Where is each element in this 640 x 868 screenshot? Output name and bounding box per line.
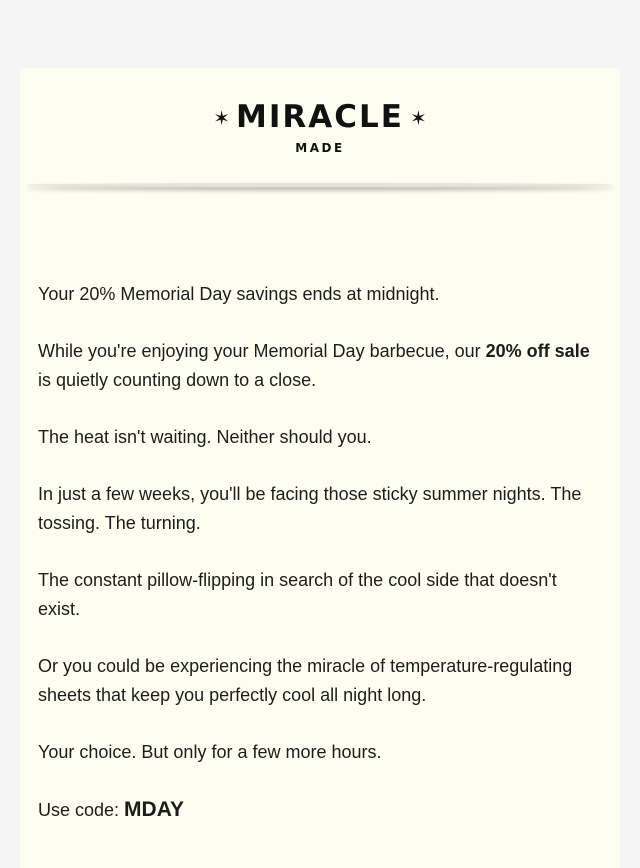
header-divider	[26, 183, 614, 187]
brand-name: MIRACLE	[236, 99, 404, 135]
paragraph-savings: Your 20% Memorial Day savings ends at midnight.	[38, 284, 440, 304]
brand-tagline: MADE	[295, 141, 345, 155]
code-label: Use code:	[38, 800, 125, 820]
sale-highlight: 20% off sale	[485, 341, 590, 361]
email-header	[20, 68, 620, 186]
paragraph-sale	[38, 337, 602, 395]
promo-code: MDAY	[124, 798, 184, 821]
sale-text-post: is quietly counting down to a close.	[38, 370, 317, 390]
email-card	[20, 68, 620, 868]
promo-code-line	[38, 795, 602, 825]
paragraph-pillow: The constant pillow-flipping in search of the cool side that doesn't exist.	[38, 570, 557, 619]
paragraph-summer: In just a few weeks, you'll be facing those sticky summer nights. The tossing. The turning.	[38, 484, 582, 533]
paragraph-miracle: Or you could be experiencing the miracle of temperature-regulating sheets that keep you perfectly cool all night long.	[38, 656, 573, 705]
paragraph-choice: Your choice. But only for a few more hours.	[38, 742, 382, 762]
star-icon: ✶	[409, 105, 427, 130]
sale-text-pre: While you're enjoying your Memorial Day barbecue, our	[38, 341, 486, 361]
paragraph-heat: The heat isn't waiting. Neither should you.	[38, 427, 372, 447]
star-icon: ✶	[213, 105, 231, 130]
brand-logo[interactable]	[20, 99, 620, 135]
email-body	[38, 280, 602, 853]
